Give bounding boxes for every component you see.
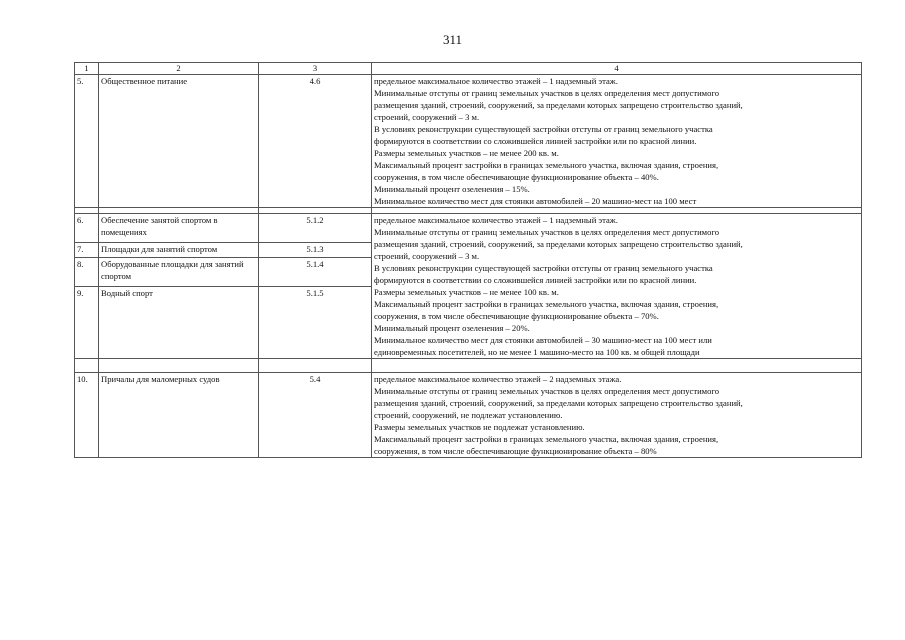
parameter-line: единовременных посетителей, но не менее 1 машино-место на 100 кв. м общей площади: [374, 347, 700, 357]
parameter-line: Максимальный процент застройки в границах земельного участка, включая здания, строения,: [374, 160, 719, 170]
parameter-line: сооружения, в том числе обеспечивающие функционирование объекта – 40%.: [374, 172, 659, 182]
table-row: [75, 214, 862, 243]
parameter-line: предельное максимальное количество этажей – 2 надземных этажа.: [374, 374, 622, 384]
row-name: Причалы для маломерных судов: [99, 373, 259, 458]
parameter-line: предельное максимальное количество этажей – 1 надземный этаж.: [374, 76, 618, 86]
row-number: 5.: [75, 75, 99, 208]
row-name: Водный спорт: [99, 287, 259, 359]
row-code: 5.4: [259, 373, 372, 458]
parameter-line: Размеры земельных участков – не менее 200 кв. м.: [374, 148, 559, 158]
parameter-line: размещения зданий, строений, сооружений, за пределами которых запрещено строительство зданий,: [374, 239, 743, 249]
parameter-line: Минимальные отступы от границ земельных участков в целях определения мест допустимого: [374, 386, 720, 396]
row-number: 7.: [75, 242, 99, 257]
parameter-line: Минимальные отступы от границ земельных участков в целях определения мест допустимого: [374, 227, 720, 237]
row-parameters: [372, 75, 862, 208]
row-code: 5.1.2: [259, 214, 372, 243]
group-parameters: [372, 214, 862, 359]
parameter-line: формируются в соответствии со сложившейся линией застройки или по красной линии.: [374, 275, 697, 285]
row-code: 5.1.4: [259, 258, 372, 287]
table-row: [75, 75, 862, 208]
row-number: 8.: [75, 258, 99, 287]
table-header-row: [75, 63, 862, 75]
parameter-line: Минимальное количество мест для стоянки автомобилей – 30 машино-мест на 100 мест или: [374, 335, 712, 345]
row-code: 5.1.3: [259, 242, 372, 257]
row-number: 10.: [75, 373, 99, 458]
row-code: 4.6: [259, 75, 372, 208]
parameter-line: Размеры земельных участков не подлежат установлению.: [374, 422, 585, 432]
parameter-line: В условиях реконструкции существующей застройки отступы от границ земельного участка: [374, 124, 713, 134]
parameter-line: Минимальный процент озеленения – 20%.: [374, 323, 530, 333]
row-number: 6.: [75, 214, 99, 243]
row-number: 9.: [75, 287, 99, 359]
page-number: 311: [442, 32, 463, 47]
parameter-line: размещения зданий, строений, сооружений, за пределами которых запрещено строительство зданий,: [374, 100, 743, 110]
parameter-line: строений, сооружений – 3 м.: [374, 251, 480, 261]
parameter-line: Максимальный процент застройки в границах земельного участка, включая здания, строения,: [374, 299, 719, 309]
parameter-line: формируются в соответствии со сложившейся линией застройки или по красной линии.: [374, 136, 697, 146]
parameter-line: строений, сооружений – 3 м.: [374, 112, 480, 122]
parameter-line: Минимальное количество мест для стоянки автомобилей – 20 машино-мест на 100 мест: [374, 196, 697, 206]
row-spacer: [75, 359, 862, 373]
parameter-line: размещения зданий, строений, сооружений, за пределами которых запрещено строительство зданий,: [374, 398, 743, 408]
row-name: Общественное питание: [99, 75, 259, 208]
row-parameters: [372, 373, 862, 458]
parameter-line: Минимальные отступы от границ земельных участков в целях определения мест допустимого: [374, 88, 720, 98]
zoning-table: [74, 62, 862, 458]
row-name: Оборудованные площадки для занятий спортом: [99, 258, 259, 287]
row-name: Обеспечение занятой спортом в помещениях: [99, 214, 259, 243]
column-header: 2: [99, 63, 259, 75]
row-code: 5.1.5: [259, 287, 372, 359]
parameter-line: строений, сооружений, не подлежат установлению.: [374, 410, 563, 420]
column-header: 4: [372, 63, 862, 75]
parameter-line: Максимальный процент застройки в границах земельного участка, включая здания, строения,: [374, 434, 719, 444]
parameter-line: сооружения, в том числе обеспечивающие функционирование объекта – 70%.: [374, 311, 659, 321]
parameter-line: Минимальный процент озеленения – 15%.: [374, 184, 530, 194]
column-header: 1: [75, 63, 99, 75]
parameter-line: В условиях реконструкции существующей застройки отступы от границ земельного участка: [374, 263, 713, 273]
row-name: Площадки для занятий спортом: [99, 242, 259, 257]
parameter-line: предельное максимальное количество этажей – 1 надземный этаж.: [374, 215, 618, 225]
parameter-line: сооружения, в том числе обеспечивающие функционирование объекта – 80%: [374, 446, 657, 456]
column-header: 3: [259, 63, 372, 75]
parameter-line: Размеры земельных участков – не менее 100 кв. м.: [374, 287, 559, 297]
table-row: [75, 373, 862, 458]
